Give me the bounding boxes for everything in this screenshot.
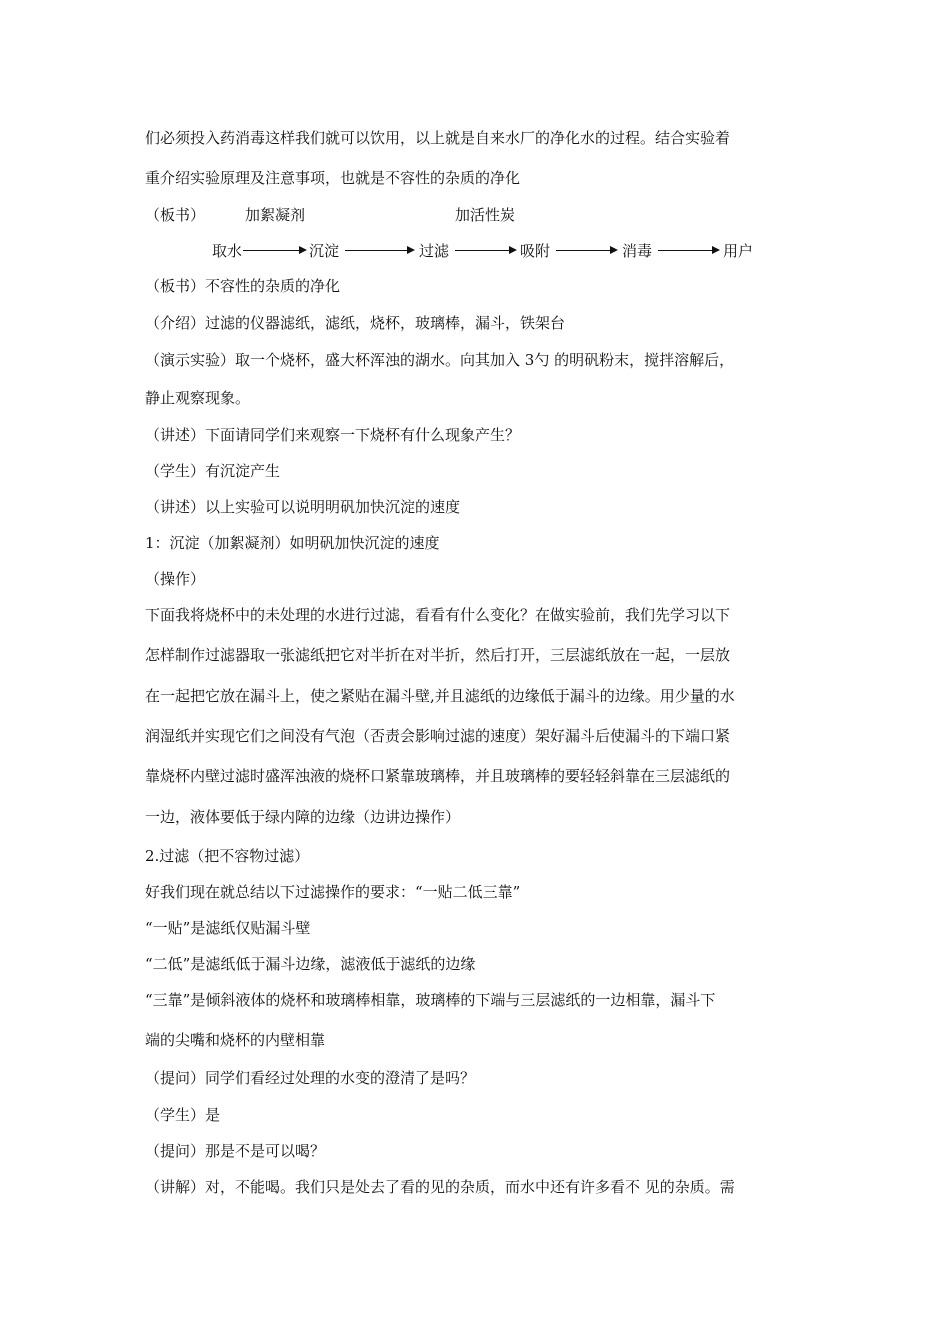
paragraph-line: 2.过滤（把不容物过滤）	[145, 847, 310, 865]
paragraph-line: 下面我将烧杯中的未处理的水进行过滤，看看有什么变化？在做实验前，我们先学习以下	[145, 606, 731, 624]
purification-flow-diagram	[0, 238, 950, 262]
flow-arrow-icon	[658, 250, 718, 251]
paragraph-line: 静止观察现象。	[145, 389, 251, 407]
flow-step-disinfect: 消毒	[622, 242, 653, 260]
board-prefix: （板书）	[145, 206, 206, 224]
paragraph-line: “三靠”是倾斜液体的烧杯和玻璃棒相靠，玻璃棒的下端与三层滤纸的一边相靠，漏斗下	[145, 991, 716, 1009]
paragraph-line: （讲解）对，不能喝。我们只是处去了看的见的杂质，而水中还有许多看不 见的杂质。需	[145, 1178, 735, 1196]
flow-step-sediment: 沉淀	[309, 242, 340, 260]
flow-step-take-water: 取水	[212, 242, 243, 260]
paragraph-line: 端的尖嘴和烧杯的内壁相靠	[145, 1031, 326, 1049]
paragraph-line: 靠烧杯内壁过滤时盛浑浊液的烧杯口紧靠玻璃棒，并且玻璃棒的要轻轻斜靠在三层滤纸的	[145, 767, 731, 785]
board-label-carbon: 加活性炭	[455, 206, 516, 224]
paragraph-line: （提问）那是不是可以喝？	[145, 1142, 326, 1160]
board-label-flocculant: 加絮凝剂	[245, 206, 306, 224]
paragraph-line: 润湿纸并实现它们之间没有气泡（否责会影响过滤的速度）架好漏斗后使漏斗的下端口紧	[145, 727, 731, 745]
intro-line-2: 重介绍实验原理及注意事项，也就是不容性的杂质的净化	[145, 169, 521, 187]
flow-arrow-icon	[345, 250, 413, 251]
flow-arrow-icon	[556, 250, 616, 251]
flow-arrow-icon	[455, 250, 515, 251]
paragraph-line: （介绍）过滤的仪器滤纸，滤纸，烧杯，玻璃棒，漏斗，铁架台	[145, 314, 566, 332]
paragraph-line: （板书）不容性的杂质的净化	[145, 277, 341, 295]
paragraph-line: 怎样制作过滤器取一张滤纸把它对半折在对半折，然后打开，三层滤纸放在一起，一层放	[145, 646, 731, 664]
intro-line-1: 们必须投入药消毒这样我们就可以饮用，以上就是自来水厂的净化水的过程。结合实验着	[145, 129, 731, 147]
paragraph-line: 在一起把它放在漏斗上，使之紧贴在漏斗壁,并且滤纸的边缘低于漏斗的边缘。用少量的水	[145, 687, 735, 705]
paragraph-line: 好我们现在就总结以下过滤操作的要求：“一贴二低三靠”	[145, 883, 521, 901]
flow-step-filter: 过滤	[419, 242, 450, 260]
paragraph-line: 一边，液体要低于绿内障的边缘（边讲边操作）	[145, 808, 461, 826]
paragraph-line: 1：沉淀（加絮凝剂）如明矾加快沉淀的速度	[145, 534, 440, 552]
paragraph-line: （操作）	[145, 570, 206, 588]
flow-step-adsorb: 吸附	[520, 242, 551, 260]
flow-arrow-icon	[243, 250, 305, 251]
paragraph-line: （学生）是	[145, 1106, 221, 1124]
paragraph-line: （演示实验）取一个烧杯，盛大杯浑浊的湖水。向其加入 3勺 的明矾粉末，搅拌溶解后，	[145, 351, 735, 369]
paragraph-line: （学生）有沉淀产生	[145, 462, 281, 480]
flow-step-user: 用户	[723, 242, 754, 260]
paragraph-line: （讲述）下面请同学们来观察一下烧杯有什么现象产生？	[145, 426, 521, 444]
paragraph-line: （提问）同学们看经过处理的水变的澄清了是吗？	[145, 1069, 476, 1087]
paragraph-line: “一贴”是滤纸仅贴漏斗壁	[145, 919, 311, 937]
paragraph-line: “二低”是滤纸低于漏斗边缘，滤液低于滤纸的边缘	[145, 955, 476, 973]
paragraph-line: （讲述）以上实验可以说明明矾加快沉淀的速度	[145, 498, 461, 516]
